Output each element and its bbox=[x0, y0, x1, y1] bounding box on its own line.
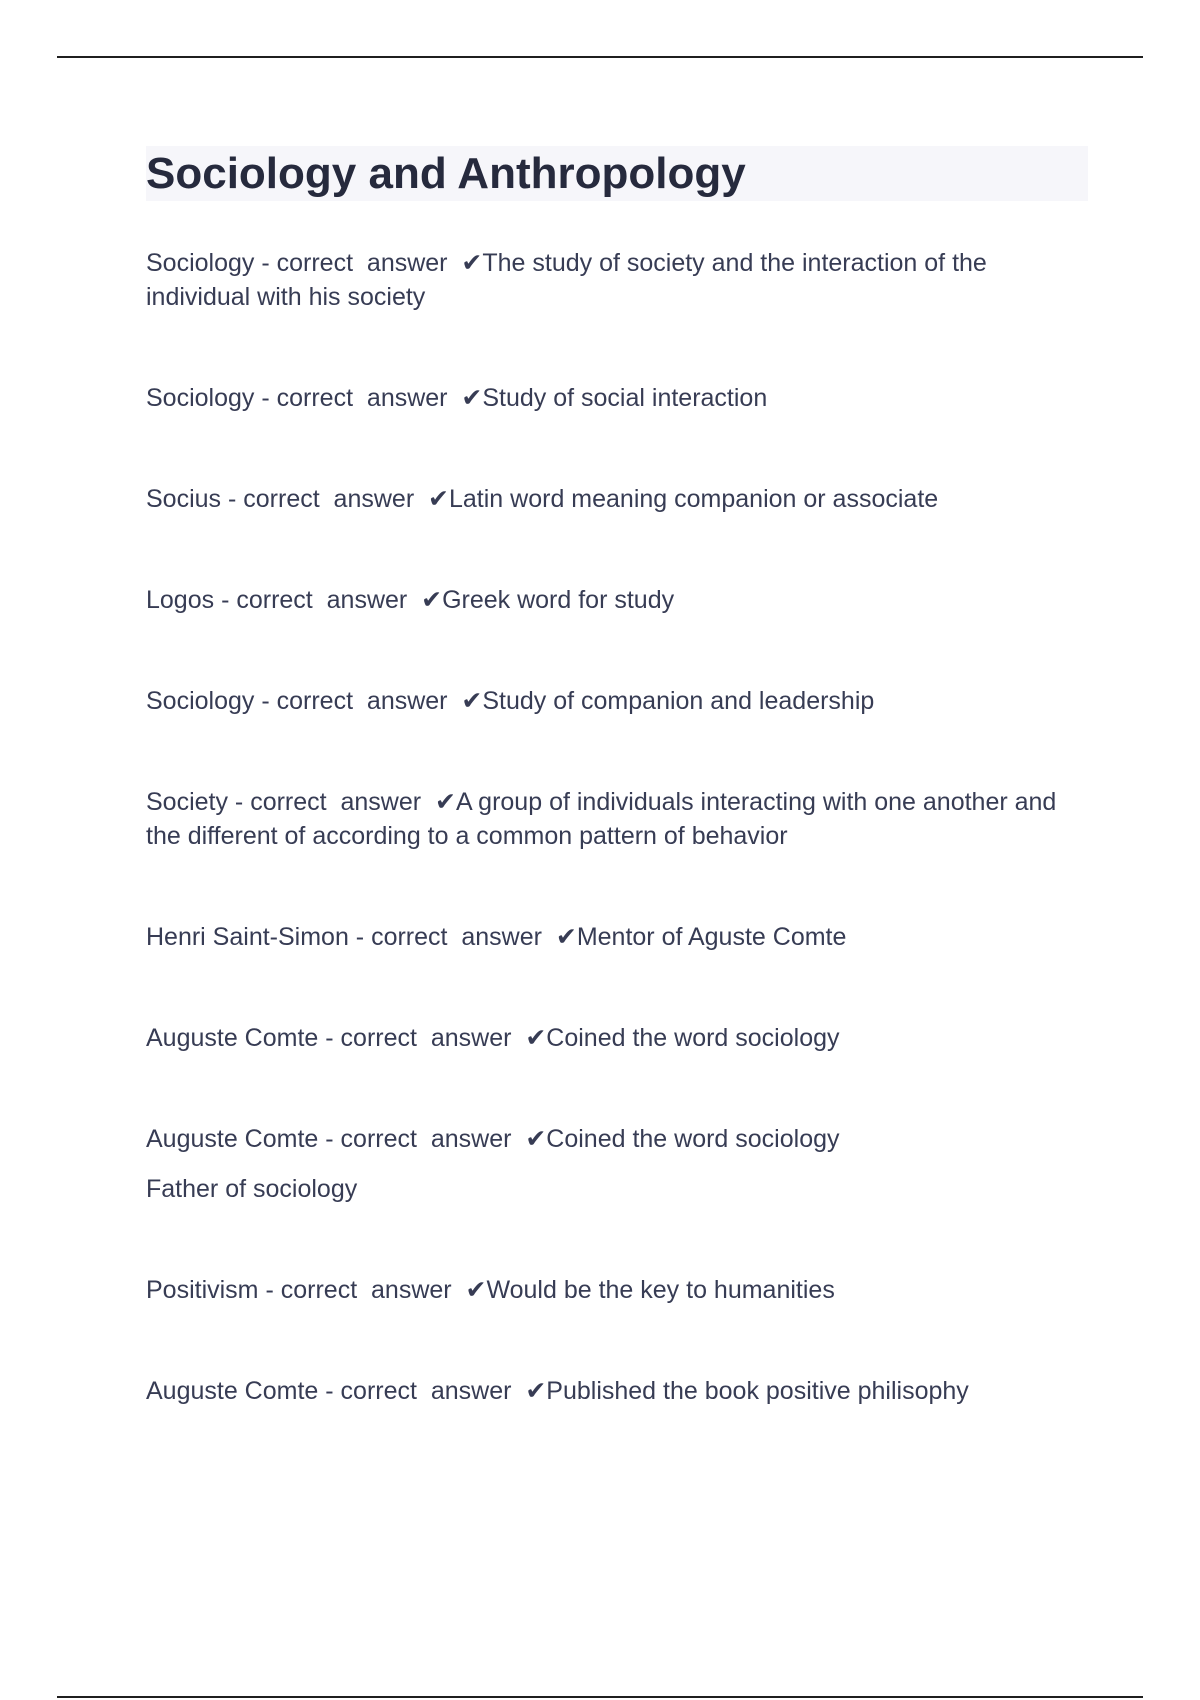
flashcard-entry bbox=[146, 785, 1096, 853]
entry-definition: Published the book positive philisophy bbox=[546, 1377, 969, 1405]
entry-separator: - correct answer bbox=[348, 923, 556, 951]
entry-term: Sociology bbox=[146, 249, 255, 277]
entry-definition: A group of individuals interacting with one another and the different of according to a common pattern of behavior bbox=[146, 788, 1064, 850]
entry-separator: - correct answer bbox=[258, 1276, 466, 1304]
check-icon: ✔ bbox=[525, 1377, 547, 1405]
entry-definition: Study of companion and leadership bbox=[482, 687, 875, 715]
entry-separator: - correct answer bbox=[318, 1377, 526, 1405]
check-icon: ✔ bbox=[525, 1125, 547, 1153]
entry-separator: - correct answer bbox=[227, 788, 435, 816]
check-icon: ✔ bbox=[461, 249, 483, 277]
entry-term: Socius bbox=[146, 485, 222, 513]
entry-definition: Would be the key to humanities bbox=[486, 1276, 835, 1304]
entry-term: Sociology bbox=[146, 384, 255, 412]
check-icon: ✔ bbox=[421, 586, 443, 614]
entry-definition: Coined the word sociology bbox=[546, 1125, 840, 1153]
entry-term: Henri Saint-Simon bbox=[146, 923, 349, 951]
title-band bbox=[146, 146, 1088, 201]
flashcard-entry bbox=[146, 583, 1096, 617]
entry-term: Auguste Comte bbox=[146, 1024, 319, 1052]
entry-definition: Study of social interaction bbox=[482, 384, 768, 412]
flashcard-entry bbox=[146, 1021, 1096, 1055]
flashcard-entry bbox=[146, 920, 1096, 954]
entry-definition: Mentor of Aguste Comte bbox=[576, 923, 847, 951]
page-title: Sociology and Anthropology bbox=[146, 149, 746, 198]
check-icon: ✔ bbox=[465, 1276, 487, 1304]
flashcard-entry bbox=[146, 381, 1096, 415]
entry-term: Sociology bbox=[146, 687, 255, 715]
check-icon: ✔ bbox=[461, 384, 483, 412]
entry-separator: - correct answer bbox=[318, 1024, 526, 1052]
entry-extra-line: Father of sociology bbox=[146, 1175, 358, 1203]
entry-term: Logos bbox=[146, 586, 215, 614]
flashcard-entry bbox=[146, 1273, 1096, 1307]
entry-term: Positivism bbox=[146, 1276, 259, 1304]
flashcard-list bbox=[146, 246, 1096, 1475]
flashcard-entry bbox=[146, 1122, 1096, 1206]
entry-separator: - correct answer bbox=[254, 384, 462, 412]
entry-separator: - correct answer bbox=[214, 586, 422, 614]
entry-definition: The study of society and the interaction of the individual with his society bbox=[146, 249, 994, 311]
flashcard-entry bbox=[146, 246, 1096, 314]
check-icon: ✔ bbox=[461, 687, 483, 715]
check-icon: ✔ bbox=[525, 1024, 547, 1052]
entry-term: Society bbox=[146, 788, 228, 816]
flashcard-entry bbox=[146, 1374, 1096, 1408]
entry-separator: - correct answer bbox=[254, 687, 462, 715]
top-rule bbox=[57, 56, 1143, 58]
entry-separator: - correct answer bbox=[318, 1125, 526, 1153]
check-icon: ✔ bbox=[555, 923, 577, 951]
entry-definition: Coined the word sociology bbox=[546, 1024, 840, 1052]
entry-term: Auguste Comte bbox=[146, 1377, 319, 1405]
check-icon: ✔ bbox=[428, 485, 449, 513]
entry-term: Auguste Comte bbox=[146, 1125, 319, 1153]
check-icon: ✔ bbox=[434, 788, 456, 816]
entry-definition: Latin word meaning companion or associate bbox=[449, 485, 939, 513]
bottom-rule bbox=[57, 1696, 1143, 1698]
entry-separator: - correct answer bbox=[221, 485, 429, 513]
flashcard-entry bbox=[146, 482, 1096, 516]
entry-separator: - correct answer bbox=[254, 249, 462, 277]
entry-definition: Greek word for study bbox=[442, 586, 675, 614]
flashcard-entry bbox=[146, 684, 1096, 718]
